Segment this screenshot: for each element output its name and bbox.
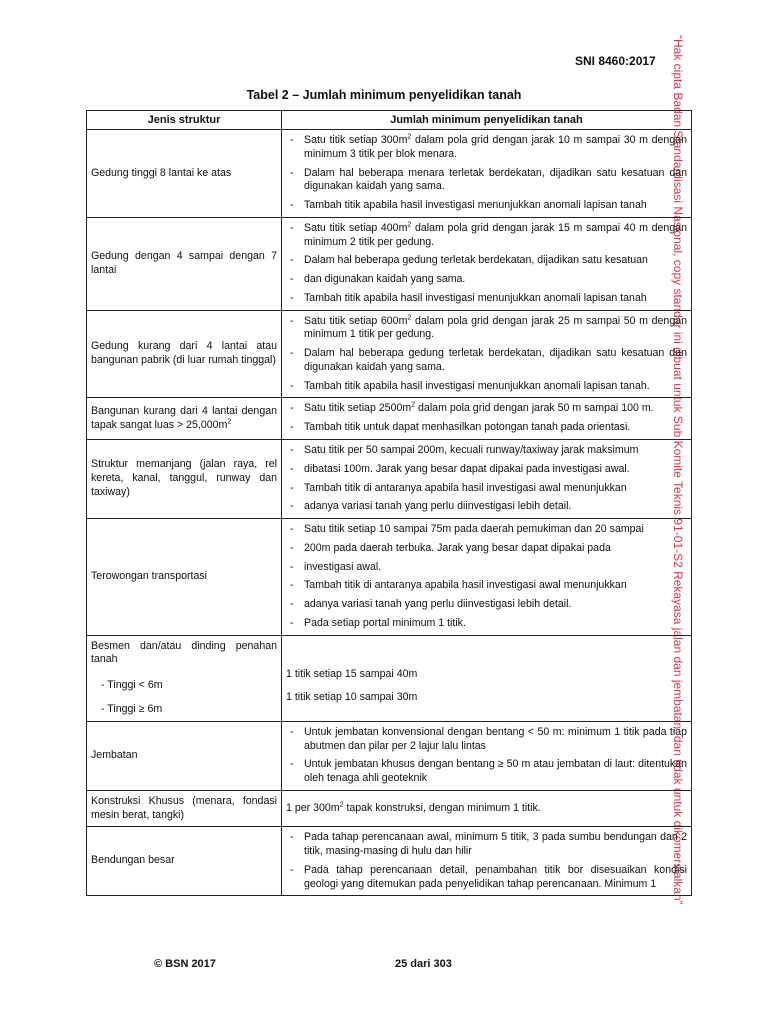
table-row [87, 440, 692, 519]
structure-type-cell [87, 790, 282, 827]
footer-copyright: © BSN 2017 [154, 958, 216, 970]
table-row [87, 790, 692, 827]
table-row [87, 217, 692, 310]
list-item: - adanya variasi tanah yang perlu diinvestigasi lebih detail. [286, 598, 687, 612]
list-item: - dan digunakan kaidah yang sama. [286, 273, 687, 287]
requirement-cell [282, 827, 692, 896]
requirement-cell [282, 721, 692, 790]
requirement-cell [282, 440, 692, 519]
list-item: - Untuk jembatan khusus dengan bentang ≥ 50 m atau jembatan di laut: ditentukan oleh tenaga ahli geoteknik [286, 758, 687, 786]
structure-type: Besmen dan/atau dinding penahan tanah [91, 639, 277, 666]
structure-type-cell [87, 130, 282, 218]
height-over-6m-label: - Tinggi ≥ 6m [101, 702, 163, 715]
requirement-cell [282, 217, 692, 310]
height-over-6m-value: 1 titik setiap 10 sampai 30m [286, 691, 418, 704]
table-row [87, 398, 692, 440]
structure-type: Gedung tinggi 8 lantai ke atas [91, 166, 232, 179]
column-header-minimum-investigation: Jumlah minimum penyelidikan tanah [282, 111, 692, 130]
structure-type-cell [87, 217, 282, 310]
list-item: - Satu titik setiap 10 sampai 75m pada daerah pemukiman dan 20 sampai [286, 523, 687, 537]
list-item: - Dalam hal beberapa gedung terletak berdekatan, dijadikan satu kesatuan [286, 254, 687, 268]
list-item: - Satu titik setiap $600m^2$ dalam pola grid dengan jarak 25 m sampai 50 m dengan minimum 1 titik per gedung. [286, 315, 687, 343]
structure-type: Bendungan besar [91, 854, 175, 867]
structure-type: Gedung kurang dari 4 lantai atau bangunan pabrik (di luar rumah tinggal) [91, 340, 277, 367]
list-item: - Untuk jembatan konvensional dengan bentang < 50 m: minimum 1 titik pada tiap abutmen dan pilar per 2 lajur lalu lintas [286, 726, 687, 754]
structure-type: Gedung dengan 4 sampai dengan 7 lantai [91, 249, 277, 276]
requirement-cell [282, 519, 692, 636]
list-item: - Satu titik setiap $300m^2$ dalam pola grid dengan jarak 10 m sampai 30 m dengan minimum 3 titik per blok menara. [286, 134, 687, 162]
list-item: - Tambah titik apabila hasil investigasi menunjukkan anomali lapisan tanah. [286, 380, 687, 394]
list-item: - 200m pada daerah terbuka. Jarak yang besar dapat dipakai pada [286, 542, 687, 556]
document-code: SNI 8460:2017 [575, 54, 656, 68]
list-item: - Satu titik setiap $400m^2$ dalam pola grid dengan jarak 15 m sampai 40 m dengan minimum 2 titik per gedung. [286, 222, 687, 250]
height-under-6m-label: - Tinggi < 6m [101, 679, 163, 692]
soil-investigation-table [86, 110, 692, 896]
table-header-row [87, 111, 692, 130]
requirement-cell [282, 310, 692, 398]
structure-type-cell [87, 519, 282, 636]
list-item: - Tambah titik untuk dapat menhasilkan potongan tanah pada orientasi. [286, 421, 687, 435]
structure-type-cell [87, 310, 282, 398]
height-under-6m-value: 1 titik setiap 15 sampai 40m [286, 667, 418, 680]
list-item: - Pada tahap perencanaan awal, minimum 5 titik, 3 pada sumbu bendungan dan 2 titik, masing-masing di hulu dan hilir [286, 831, 687, 859]
table-row [87, 519, 692, 636]
column-header-structure-type: Jenis struktur [87, 111, 282, 130]
structure-type: Konstruksi Khusus (menara, fondasi mesin berat, tangki) [91, 794, 277, 821]
list-item: - dibatasi 100m. Jarak yang besar dapat dipakai pada investigasi awal. [286, 463, 687, 477]
list-item: - Tambah titik di antaranya apabila hasil investigasi awal menunjukkan [286, 579, 687, 593]
requirement-cell [282, 635, 692, 721]
list-item: - adanya variasi tanah yang perlu diinvestigasi lebih detail. [286, 500, 687, 514]
structure-type-cell [87, 827, 282, 896]
list-item: - Satu titik setiap $2500m^2$ dalam pola grid dengan jarak 50 m sampai 100 m. [286, 402, 687, 416]
structure-type: Jembatan [91, 748, 138, 761]
list-item: - Tambah titik apabila hasil investigasi menunjukkan anomali lapisan tanah [286, 292, 687, 306]
structure-type: Struktur memanjang (jalan raya, rel kereta, kanal, tanggul, runway dan taxiway) [91, 458, 277, 498]
structure-type: Bangunan kurang dari 4 lantai dengan tapak sangat luas > $25,000m^2$ [91, 404, 277, 431]
list-item: - Dalam hal beberapa gedung terletak berdekatan, dijadikan satu kesatuan dan digunakan kaidah yang sama. [286, 347, 687, 375]
table-row [87, 130, 692, 218]
table-row [87, 827, 692, 896]
requirement-cell [282, 790, 692, 827]
structure-type-cell [87, 440, 282, 519]
requirement-cell [282, 130, 692, 218]
table-title: Tabel 2 – Jumlah minimum penyelidikan tanah [246, 88, 522, 102]
requirement-cell [282, 398, 692, 440]
list-item: - Tambah titik di antaranya apabila hasil investigasi awal menunjukkan [286, 482, 687, 496]
list-item: - Pada tahap perencanaan detail, penambahan titik bor disesuaikan kondisi geologi yang ditemukan pada penyelidikan tahap perencanaan. Minimum 1 [286, 864, 687, 892]
structure-type-cell [87, 721, 282, 790]
structure-type-cell [87, 398, 282, 440]
table-row [87, 310, 692, 398]
list-item: - investigasi awal. [286, 561, 687, 575]
structure-type-cell [87, 635, 282, 721]
requirement-text: 1 per $300m^2$ tapak konstruksi, dengan minimum 1 titik. [286, 801, 541, 814]
structure-type: Terowongan transportasi [91, 569, 208, 582]
copyright-watermark: “Hak cipta Badan Standardisasi Nasional, copy standar ini dibuat untuk Sub Komite Teknis 91-01-S2 Rekayasa jalan dan jembatan, dan tidak untuk dikomersialkan” [671, 35, 685, 905]
table-row [87, 721, 692, 790]
list-item: - Dalam hal beberapa menara terletak berdekatan, dijadikan satu kesatuan dan digunakan kaidah yang sama. [286, 167, 687, 195]
list-item: - Pada setiap portal minimum 1 titik. [286, 617, 687, 631]
footer-page-number: 25 dari 303 [395, 958, 452, 970]
list-item: - Tambah titik apabila hasil investigasi menunjukkan anomali lapisan tanah [286, 199, 687, 213]
list-item: - Satu titik per 50 sampai 200m, kecuali runway/taxiway jarak maksimum [286, 444, 687, 458]
table-row [87, 635, 692, 721]
